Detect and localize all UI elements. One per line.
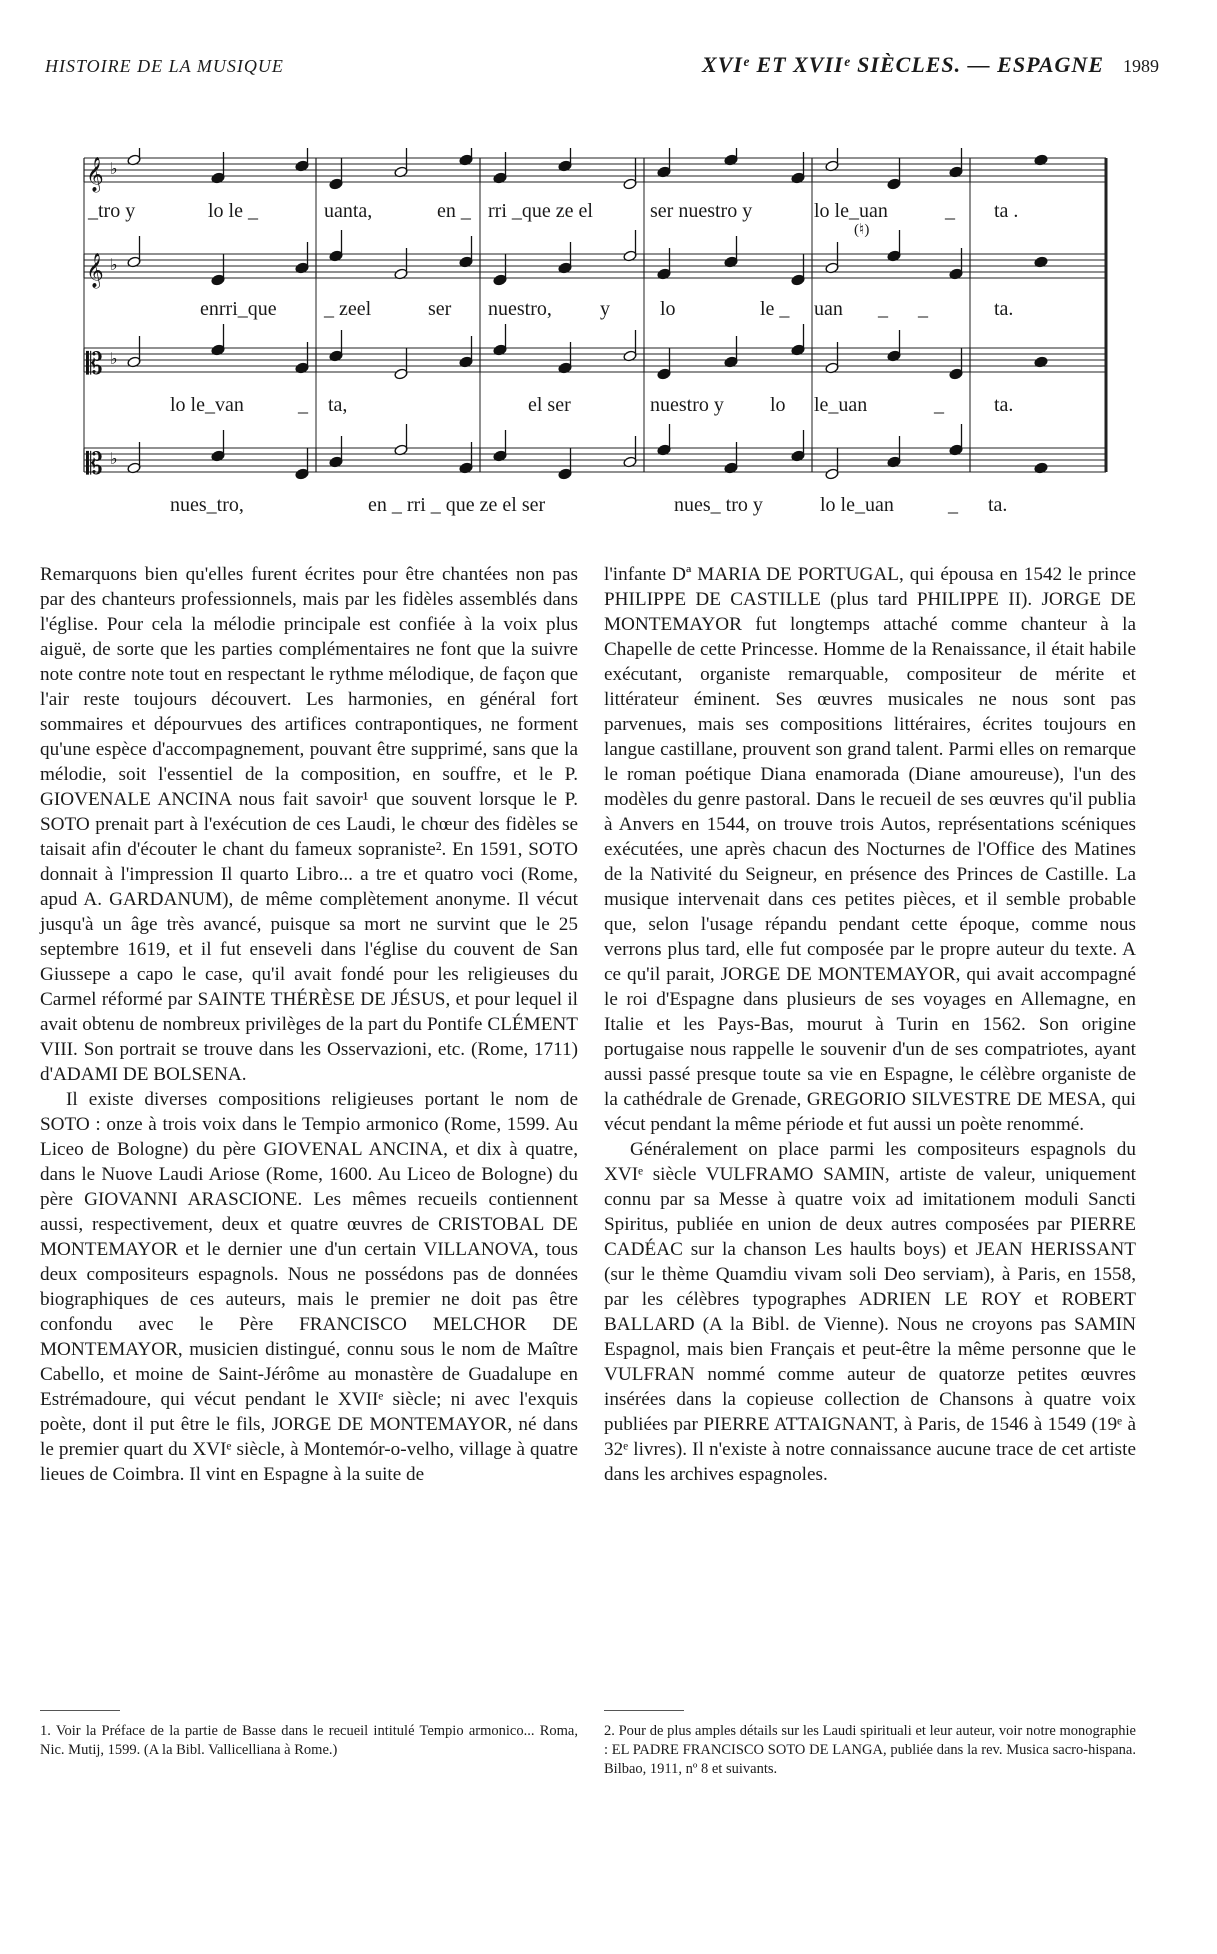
paragraph: Il existe diverses compositions religieuses portant le nom de SOTO : onze à trois voix dans le Tempio armonico (Rome, 1599. Au Liceo de Bologne) du père GIOVENAL ANCINA, et dix à quatre, dans le Nuove Laudi Ariose (Rome, 1600. Au Liceo de Bologne) du père GIOVANNI ARASCIONE. Les mêmes recueils contiennent aussi, respectivement, deux et quatre œuvres de CRISTOBAL DE MONTEMAYOR et le dernier une d'un certain VILLANOVA, tous deux compositeurs espagnols. Nous ne possédons pas de données biographiques de ces auteurs, mais le premier ne doit pas être confondu avec le Père FRANCISCO MELCHOR DE MONTEMAYOR, musicien distingué, connu sous le nom de Maître Cabello, et moine de Saint-Jérôme au monastère de Guadalupe en Estrémadoure, qui vécut pendant le XVIIᵉ siècle; ni avec l'exquis poète, dont il put être le fils, JORGE DE MONTEMAYOR, né dans le premier quart du XVIᵉ siècle, à Montemór-o-velho, village à quatre lieues de Coimbra. Il vint en Espagne à la suite de [40, 1089, 578, 1485]
lyric: _ [945, 200, 955, 222]
lyric: le_uan [814, 394, 868, 416]
svg-text:𝄞: 𝄞 [86, 253, 104, 288]
footnote-2: 2. Pour de plus amples détails sur les Laudi spirituali et leur auteur, voir notre monographie : EL PADRE FRANCISCO SOTO DE LANGA, publiée dans la rev. Musica sacro-hispana. Bilbao, 1911, nº 8 et suivants. [604, 1723, 1136, 1777]
accidental-mark: (♮) [854, 222, 870, 238]
lyric: nues_tro, [170, 494, 244, 516]
lyric: _ [918, 298, 928, 320]
lyric: en _ [437, 200, 471, 222]
lyric: enrri_que [200, 298, 277, 320]
lyric: _ [934, 394, 944, 416]
lyric: nuestro, [488, 298, 552, 320]
lyric: _ [948, 494, 958, 516]
svg-text:𝄡: 𝄡 [86, 447, 103, 482]
lyric: _ [298, 394, 308, 416]
svg-text:♭: ♭ [110, 349, 118, 368]
svg-text:𝄡: 𝄡 [86, 347, 103, 382]
running-header [45, 52, 1159, 88]
lyric: lo le_uan [814, 200, 888, 222]
lyric: ta. [994, 298, 1014, 320]
footnote-rule [604, 1710, 684, 1711]
lyric: ta . [994, 200, 1019, 222]
lyric: el ser [528, 394, 571, 416]
svg-text:♭: ♭ [110, 255, 118, 274]
lyric: nues_ tro y [674, 494, 763, 516]
lyric: ta. [994, 394, 1014, 416]
lyric: ta, [328, 394, 348, 416]
lyric: ta. [988, 494, 1008, 516]
lyric: y [600, 298, 610, 320]
svg-text:𝄞: 𝄞 [86, 157, 104, 192]
music-score [70, 148, 1110, 522]
paragraph: l'infante Dª MARIA DE PORTUGAL, qui épousa en 1542 le prince PHILIPPE DE CASTILLE (plus tard PHILIPPE II). JORGE DE MONTEMAYOR fut longtemps attaché comme chanteur à la Chapelle de cette Princesse. Homme de la Renaissance, il était habile exécutant, organiste remarquable, compositeur de mérite et littérateur éminent. Ses œuvres musicales ne nous sont pas parvenues, mais ses compositions littéraires, écrites toujours en langue castillane, prouvent son grand talent. Parmi elles on remarque le roman poétique Diana enamorada (Diane amoureuse), l'un des modèles du genre pastoral. Dans le recueil de ses œuvres qu'il publia à Anvers en 1544, on trouve trois Autos, représentations scéniques exécutées, une après chacun des Nocturnes de l'Office des Matines de la Nativité du Seigneur, en présence des Princes de Castille. La musique intervenait dans ces petites pièces, et il semble probable que, selon l'usage répandu pendant cette époque, comme nous verrons plus tard, elle fut composée par le propre auteur du texte. A ce qu'il parait, JORGE DE MONTEMAYOR, qui avait accompagné le roi d'Espagne dans plusieurs de ses voyages en Allemagne, en Italie et les Pays-Bas, mourut à Turin en 1562. Son origine portugaise nous rappelle le souvenir d'un de ses compatriotes, ayant aussi passé presque toute sa vie en Espagne, le célèbre organiste de la cathédrale de Grenade, GREGORIO SILVESTRE DE MESA, qui vécut pendant la même période et fut aussi un poète renommé. [604, 564, 1136, 1135]
page-number: 1989 [1123, 56, 1159, 76]
lyric: en _ rri _ que ze el ser [368, 494, 546, 516]
lyric: _ zeel [324, 298, 372, 320]
lyric: ser [428, 298, 452, 320]
lyric: lo [770, 394, 786, 416]
header-left: HISTOIRE DE LA MUSIQUE [45, 56, 284, 76]
paragraph: Généralement on place parmi les compositeurs espagnols du XVIᵉ siècle VULFRAMO SAMIN, artiste de valeur, uniquement connu par sa Messe à quatre voix ad imitationem moduli Sancti Spiritus, publiée en union de deux autres composées par PIERRE CADÉAC sur la chanson Les haults boys) et JEAN HERISSANT (sur le thème Quamdiu vivam soli Deo serviam), à Paris, en 1558, par les célèbres typographes ADRIEN LE ROY et ROBERT BALLARD (A la Bibl. de Vienne). Nous ne croyons pas SAMIN Espagnol, mais bien Français et peut-être la même personne que le VULFRAN nommé comme auteur de quatorze petites œuvres insérées dans la copieuse collection de Chansons à quatre voix publiées par PIERRE ATTAIGNANT, à Paris, de 1546 à 1549 (19ᵉ à 32ᵉ livres). Il n'existe à notre connaissance aucune trace de cet artiste dans les archives espagnoles. [604, 1139, 1136, 1485]
lyric: le _ [760, 298, 790, 320]
lyric: lo le _ [208, 200, 258, 222]
paragraph: Remarquons bien qu'elles furent écrites pour être chantées non pas par des chanteurs professionnels, mais par les fidèles assemblés dans l'église. Pour cela la mélodie principale est confiée à la voix plus aiguë, de sorte que les parties complémentaires ne font que la suivre note contre note tout en respectant le rythme mélodique, de façon que l'air reste toujours découvert. Les harmonies, en général fort sommaires et dépourvues des artifices contrapontiques, ne forment qu'une espèce d'accompagnement, pouvant être supprimé, sans que la mélodie, soit l'essentiel de la composition, en souffre, et le P. GIOVENALE ANCINA nous fait savoir¹ que souvent lorsque le P. SOTO prenait part à l'exécution de ces Laudi, le chœur des fidèles se taisait afin d'écouter le chant du fameux sopraniste². En 1591, SOTO donnait à l'impression Il quarto Libro... a tre et quatro voci (Rome, apud A. GARDANUM), de même complètement anonyme. Il vécut jusqu'à un âge très avancé, puisque sa mort ne survint que le 25 septembre 1619, et il fut enseveli dans l'église du couvent de San Giussepe a capo le case, qu'il avait fondé pour les religieuses du Carmel réformé par SAINTE THÉRÈSE DE JÉSUS, et pour lequel il avait obtenu de nombreux privilèges de la part du Pontife CLÉMENT VIII. Son portrait se trouve dans les Osservazioni, etc. (Rome, 1711) d'ADAMI DE BOLSENA. [40, 564, 578, 1085]
lyric: lo le_uan [820, 494, 894, 516]
footnote-1: 1. Voir la Préface de la partie de Basse dans le recueil intitulé Tempio armonico... Roma, Nic. Mutij, 1599. (A la Bibl. Vallicelliana à Rome.) [40, 1723, 578, 1758]
lyric: _tro y [88, 200, 136, 222]
lyric: lo le_van [170, 394, 244, 416]
lyric: uan [814, 298, 843, 320]
svg-text:♭: ♭ [110, 449, 118, 468]
lyric: ser nuestro y [650, 200, 753, 222]
text-column-left [40, 562, 578, 1487]
text-column-right [604, 562, 1136, 1487]
lyric: lo [660, 298, 676, 320]
header-right: XVIᵉ ET XVIIᵉ SIÈCLES. — ESPAGNE [702, 52, 1104, 77]
lyric: rri _que ze el [488, 200, 593, 222]
lyric: nuestro y [650, 394, 724, 416]
svg-text:♭: ♭ [110, 159, 118, 178]
lyric: uanta, [324, 200, 373, 222]
lyric: _ [878, 298, 888, 320]
footnote-rule [40, 1710, 120, 1711]
